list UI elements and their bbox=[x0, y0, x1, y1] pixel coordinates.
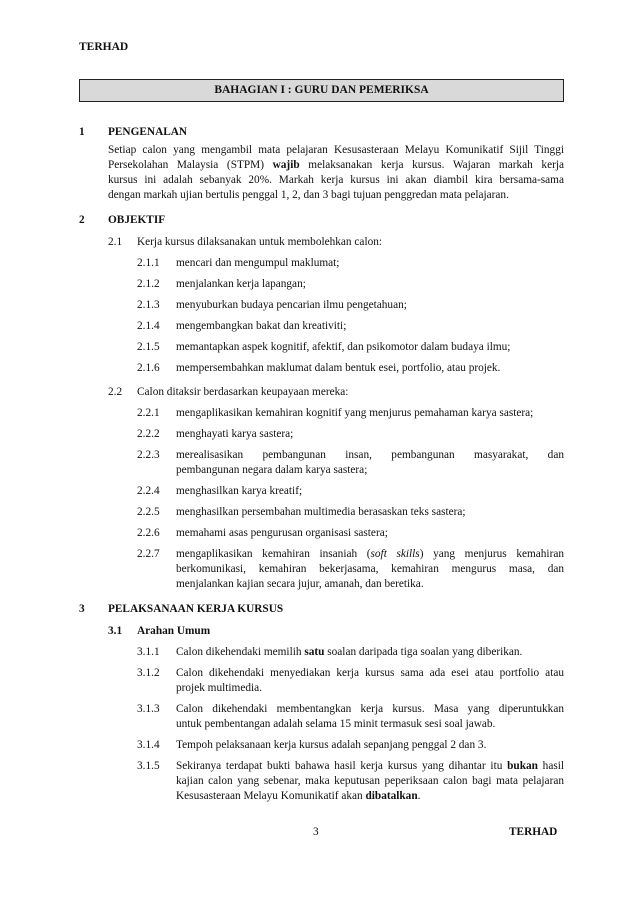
item-3-1-2-line-1: Calon dikehendaki menyediakan kerja kursus sama ada esei atau portfolio atau bbox=[176, 667, 564, 679]
item-2-1-3-text: menyuburkan budaya pencarian ilmu pengetahuan; bbox=[176, 299, 407, 311]
item-3-1-1-start: Calon dikehendaki memilih bbox=[176, 646, 302, 658]
item-3-1-5-line-3 bbox=[176, 789, 420, 804]
intro-wajib-word: wajib bbox=[272, 159, 300, 171]
item-2-1-6-text: mempersembahkan maklumat dalam bentuk esei, portfolio, atau projek. bbox=[176, 362, 501, 374]
item-2-1-5-number: 2.1.5 bbox=[137, 341, 160, 353]
sub-3-1-heading: Arahan Umum bbox=[137, 625, 211, 637]
item-2-1-2-number: 2.1.2 bbox=[137, 278, 160, 290]
sub-2-2-number: 2.2 bbox=[108, 386, 123, 398]
item-2-2-2-number: 2.2.2 bbox=[137, 428, 160, 440]
sub-2-1-text: Kerja kursus dilaksanakan untuk membolehkan calon: bbox=[137, 236, 383, 248]
sub-2-2-text: Calon ditaksir berdasarkan keupayaan mereka: bbox=[137, 386, 349, 398]
section-2-heading: OBJEKTIF bbox=[108, 214, 166, 226]
section-1-heading: PENGENALAN bbox=[108, 126, 188, 138]
intro-line-2 bbox=[108, 158, 564, 173]
item-3-1-1-text bbox=[176, 645, 522, 660]
item-3-1-4-number: 3.1.4 bbox=[137, 739, 160, 751]
page-number: 3 bbox=[313, 826, 319, 838]
item-2-2-7-number: 2.2.7 bbox=[137, 548, 160, 560]
item-3-1-5-number: 3.1.5 bbox=[137, 760, 160, 772]
item-2-2-7-line-3: menjalankan kajian secara jujur, amanah, dan beretika. bbox=[176, 578, 424, 590]
classification-header: TERHAD bbox=[79, 41, 129, 53]
item-2-1-4-text: mengembangkan bakat dan kreativiti; bbox=[176, 320, 347, 332]
item-3-1-5-line-1-start: Sekiranya terdapat bukti bahawa hasil kerja kursus yang dihantar itu bbox=[176, 760, 503, 772]
item-3-1-1-number: 3.1.1 bbox=[137, 646, 160, 658]
section-2-number: 2 bbox=[79, 214, 85, 226]
classification-footer: TERHAD bbox=[509, 826, 558, 838]
item-2-2-7-line-1-start: mengaplikasikan kemahiran insaniah ( bbox=[176, 548, 371, 560]
item-3-1-5-period: . bbox=[417, 790, 421, 802]
item-2-1-2-text: menjalankan kerja lapangan; bbox=[176, 278, 306, 290]
item-2-1-1-text: mencari dan mengumpul maklumat; bbox=[176, 257, 340, 269]
item-2-2-3-line-2: pembangunan negara dalam karya sastera; bbox=[176, 464, 368, 476]
intro-line-2-end: melaksanakan kerja kursus. Wajaran markah kerja bbox=[308, 159, 565, 171]
item-2-2-4-number: 2.2.4 bbox=[137, 485, 160, 497]
bukan-word: bukan bbox=[507, 760, 538, 772]
item-3-1-5-line-3-start: Kesusasteraan Melayu Komunikatif akan bbox=[176, 790, 363, 802]
item-3-1-5-line-1-end: hasil bbox=[542, 760, 565, 772]
item-3-1-4-text: Tempoh pelaksanaan kerja kursus adalah sepanjang penggal 2 dan 3. bbox=[176, 739, 487, 751]
intro-line-3: kursus ini adalah sebanyak 20%. Markah kerja kursus ini akan diambil kira bersama-sama bbox=[108, 174, 564, 186]
intro-line-4: dengan markah ujian bertulis penggal 1, 2, dan 3 bagi tujuan penggredan mata pelajaran. bbox=[108, 189, 509, 201]
item-2-2-1-number: 2.2.1 bbox=[137, 407, 160, 419]
item-2-2-5-number: 2.2.5 bbox=[137, 506, 160, 518]
item-2-2-6-text: memahami asas pengurusan organisasi sastera; bbox=[176, 527, 388, 539]
item-3-1-3-number: 3.1.3 bbox=[137, 703, 160, 715]
item-2-2-2-text: menghayati karya sastera; bbox=[176, 428, 294, 440]
item-2-2-5-text: menghasilkan persembahan multimedia berasaskan teks sastera; bbox=[176, 506, 466, 518]
intro-line-2-start: Persekolahan Malaysia (STPM) bbox=[108, 159, 264, 171]
item-2-2-3-line-1: merealisasikan pembangunan insan, pembangunan masyarakat, dan bbox=[176, 449, 564, 461]
sub-3-1-number: 3.1 bbox=[108, 625, 123, 637]
intro-line-1: Setiap calon yang mengambil mata pelajaran Kesusasteraan Melayu Komunikatif Sijil Tinggi bbox=[108, 144, 564, 156]
item-3-1-2-number: 3.1.2 bbox=[137, 667, 160, 679]
item-2-2-6-number: 2.2.6 bbox=[137, 527, 160, 539]
item-2-1-6-number: 2.1.6 bbox=[137, 362, 160, 374]
item-2-2-7-line-1 bbox=[176, 547, 564, 562]
sub-2-1-number: 2.1 bbox=[108, 236, 123, 248]
item-3-1-3-line-2: untuk pembentangan adalah selama 15 minit termasuk sesi soal jawab. bbox=[176, 718, 496, 730]
section-3-heading: PELAKSANAAN KERJA KURSUS bbox=[108, 603, 284, 615]
item-2-2-1-text: mengaplikasikan kemahiran kognitif yang menjurus pemahaman karya sastera; bbox=[176, 407, 534, 419]
item-2-1-5-text: memantapkan aspek kognitif, afektif, dan psikomotor dalam budaya ilmu; bbox=[176, 341, 511, 353]
item-2-1-1-number: 2.1.1 bbox=[137, 257, 160, 269]
item-2-1-3-number: 2.1.3 bbox=[137, 299, 160, 311]
section-3-number: 3 bbox=[79, 603, 85, 615]
item-2-2-7-line-1-end: ) yang menjurus kemahiran bbox=[419, 548, 564, 560]
item-2-2-4-text: menghasilkan karya kreatif; bbox=[176, 485, 303, 497]
item-3-1-5-line-1 bbox=[176, 759, 564, 774]
satu-word: satu bbox=[304, 646, 325, 658]
section-title-box: BAHAGIAN I : GURU DAN PEMERIKSA bbox=[79, 79, 564, 102]
section-1-number: 1 bbox=[79, 126, 85, 138]
item-2-1-4-number: 2.1.4 bbox=[137, 320, 160, 332]
dibatalkan-word: dibatalkan bbox=[365, 790, 418, 802]
item-3-1-3-line-1: Calon dikehendaki membentangkan kerja kursus. Masa yang diperuntukkan bbox=[176, 703, 564, 715]
soft-skills-term: soft skills bbox=[370, 548, 420, 560]
item-3-1-1-end: soalan daripada tiga soalan yang diberikan. bbox=[327, 646, 523, 658]
item-3-1-2-line-2: projek multimedia. bbox=[176, 682, 262, 694]
item-2-2-7-line-2: berkomunikasi, kemahiran bekerjasama, kemahiran mengurus masa, dan bbox=[176, 563, 564, 575]
item-2-2-3-number: 2.2.3 bbox=[137, 449, 160, 461]
item-3-1-5-line-2: kajian calon yang sebenar, maka keputusan peperiksaan calon bagi mata pelajaran bbox=[176, 775, 564, 787]
